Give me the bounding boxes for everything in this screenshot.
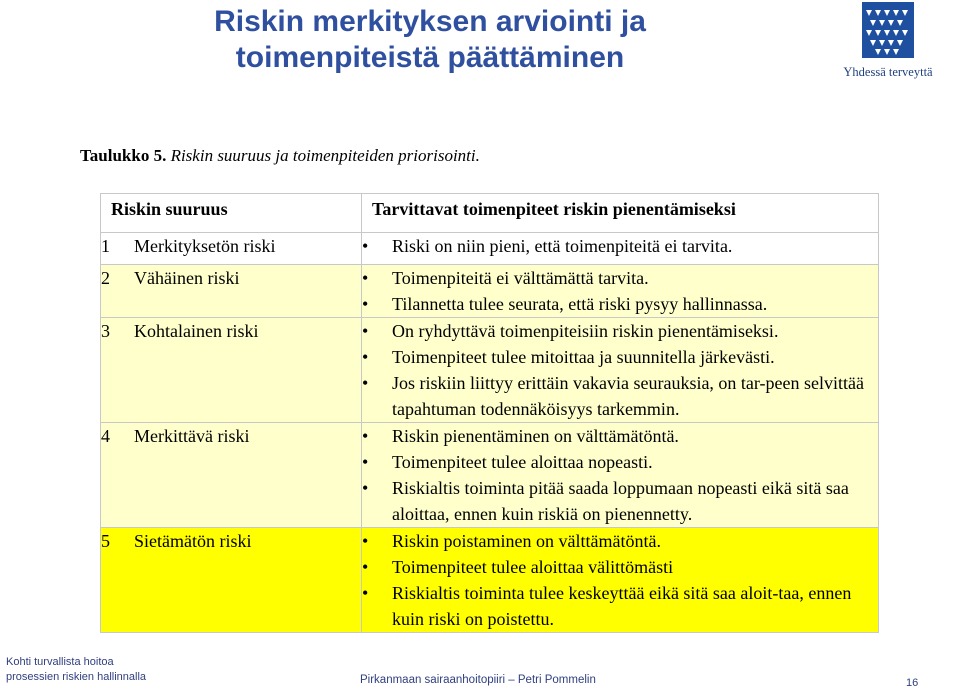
- action-item: • Riskialtis toiminta pitää saada loppumaan nopeasti eikä sitä saa aloittaa, ennen kuin riskiä on pienennetty.: [362, 475, 878, 527]
- actions-cell: [362, 318, 879, 423]
- risk-level-cell: [101, 318, 362, 423]
- slide-title-line2: toimenpiteistä päättäminen: [235, 41, 625, 74]
- table-header-row: [101, 194, 879, 233]
- risk-level-label: Sietämätön riski: [134, 531, 252, 551]
- risk-number: 1: [101, 236, 110, 256]
- risk-level-label: Merkityksetön riski: [134, 236, 276, 256]
- action-item: • Riskin pienentäminen on välttämätöntä.: [362, 423, 878, 449]
- risk-number: 2: [101, 268, 110, 288]
- action-item: • Riskialtis toiminta tulee keskeyttää eikä sitä saa aloit-taa, ennen kuin riski on poistettu.: [362, 580, 878, 632]
- risk-number: 5: [101, 531, 110, 551]
- risk-level-label: Vähäinen riski: [134, 268, 240, 288]
- footer-left: [6, 655, 146, 685]
- header-risk-level: Riskin suuruus: [101, 194, 362, 233]
- organization-logo-text: Yhdessä terveyttä: [843, 65, 933, 79]
- table-caption: [80, 146, 480, 166]
- table-row: [101, 265, 879, 318]
- action-item: • Riski on niin pieni, että toimenpiteitä ei tarvita.: [362, 233, 878, 259]
- table-row: [101, 423, 879, 528]
- organization-logo-icon: [862, 2, 914, 58]
- footer-left-line2: prosessien riskien hallinnalla: [6, 671, 147, 683]
- actions-cell: [362, 423, 879, 528]
- organization-logo: [832, 2, 944, 88]
- table-row: [101, 233, 879, 265]
- risk-level-label: Merkittävä riski: [134, 426, 250, 446]
- action-item: • Riskin poistaminen on välttämätöntä.: [362, 528, 878, 554]
- slide-title-line1: Riskin merkityksen arviointi ja: [214, 5, 646, 38]
- table-caption-label: Taulukko 5.: [80, 146, 167, 165]
- risk-number: 4: [101, 426, 110, 446]
- table-row: [101, 318, 879, 423]
- action-item: • Toimenpiteitä ei välttämättä tarvita.: [362, 265, 878, 291]
- risk-table: [100, 193, 879, 633]
- risk-level-label: Kohtalainen riski: [134, 321, 259, 341]
- page-number: 16: [906, 677, 919, 689]
- risk-level-cell: [101, 528, 362, 633]
- table-caption-text: Riskin suuruus ja toimenpiteiden priorisointi.: [170, 146, 480, 165]
- slide-title: [150, 4, 710, 76]
- risk-level-cell: [101, 423, 362, 528]
- footer-left-line1: Kohti turvallista hoitoa: [6, 656, 114, 668]
- actions-cell: [362, 233, 879, 265]
- risk-number: 3: [101, 321, 110, 341]
- actions-cell: [362, 265, 879, 318]
- action-item: • Tilannetta tulee seurata, että riski pysyy hallinnassa.: [362, 291, 878, 317]
- action-item: • Toimenpiteet tulee mitoittaa ja suunnitella järkevästi.: [362, 344, 878, 370]
- footer-author: Pirkanmaan sairaanhoitopiiri – Petri Pommelin: [360, 674, 596, 686]
- risk-level-cell: [101, 233, 362, 265]
- risk-level-cell: [101, 265, 362, 318]
- actions-cell: [362, 528, 879, 633]
- action-item: • Jos riskiin liittyy erittäin vakavia seurauksia, on tar-peen selvittää tapahtuman todennäköisyys tarkemmin.: [362, 370, 878, 422]
- action-item: • Toimenpiteet tulee aloittaa nopeasti.: [362, 449, 878, 475]
- header-actions: Tarvittavat toimenpiteet riskin pienentämiseksi: [362, 194, 879, 233]
- table-row: [101, 528, 879, 633]
- action-item: • Toimenpiteet tulee aloittaa välittömästi: [362, 554, 878, 580]
- action-item: • On ryhdyttävä toimenpiteisiin riskin pienentämiseksi.: [362, 318, 878, 344]
